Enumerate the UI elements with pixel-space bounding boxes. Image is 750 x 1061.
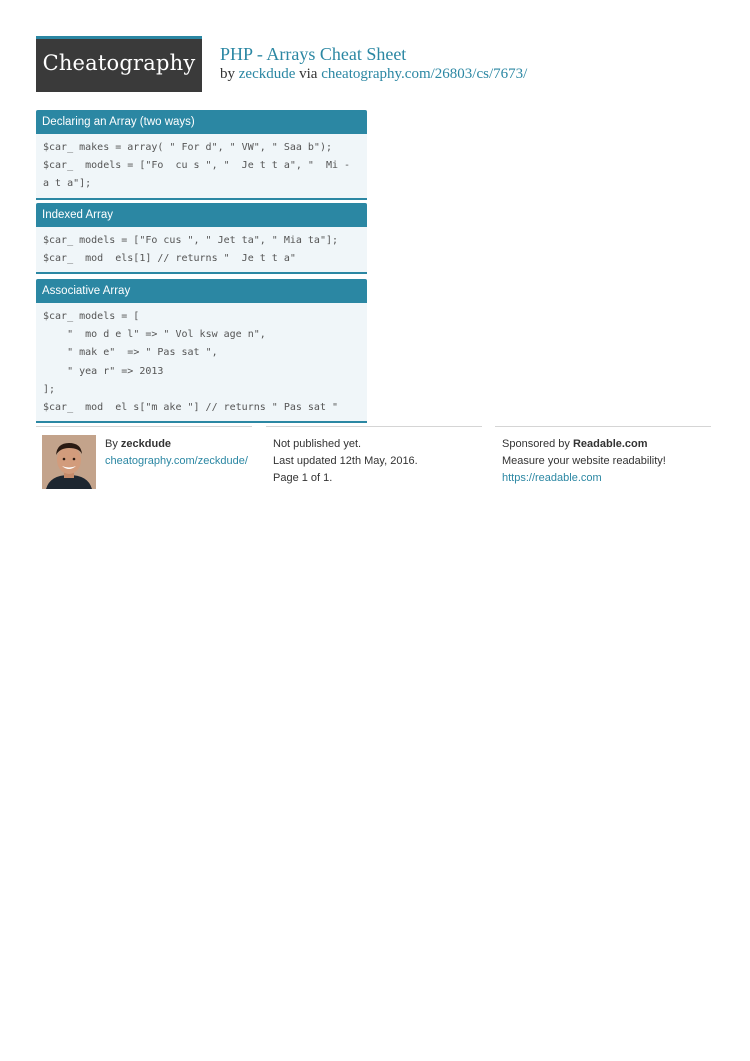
code-line: $car_ models = [ bbox=[43, 311, 140, 322]
code-line: $car_ models = ["Fo cus ", " Jet ta", " Mia ta"]; bbox=[43, 235, 339, 246]
section-title: Associative Array bbox=[36, 279, 367, 303]
sponsor-name: Readable.com bbox=[572, 438, 648, 450]
code-line: " yea r" => 2013 bbox=[43, 365, 164, 377]
author-link[interactable]: zeckdude bbox=[238, 66, 296, 82]
via-text: via bbox=[299, 66, 318, 82]
code-block bbox=[36, 303, 367, 421]
sheet-url-link[interactable]: cheatography.com/26803/cs/7673/ bbox=[321, 66, 528, 82]
sponsor-label: Sponsored by bbox=[502, 438, 570, 450]
by-label: By bbox=[105, 438, 118, 450]
last-updated: Last updated 12th May, 2016. bbox=[273, 455, 418, 467]
page-title: PHP - Arrays Cheat Sheet bbox=[220, 44, 407, 64]
footer-author bbox=[36, 426, 252, 491]
section-title: Indexed Array bbox=[36, 203, 367, 227]
page-count: Page 1 of 1. bbox=[273, 472, 333, 484]
section-declaring-array bbox=[36, 110, 367, 200]
code-block bbox=[36, 134, 367, 198]
code-block bbox=[36, 227, 367, 272]
code-line: " mo d e l" => " Vol ksw age n", bbox=[43, 329, 266, 341]
sponsor-link[interactable]: https://readable.com bbox=[502, 472, 602, 484]
code-line: $car_ mod els[1] // returns " Je t t a" bbox=[43, 253, 296, 265]
cheatography-logo[interactable] bbox=[36, 36, 202, 92]
footer-publish-info bbox=[266, 426, 482, 491]
byline bbox=[220, 66, 527, 83]
author-profile-link[interactable]: cheatography.com/zeckdude/ bbox=[105, 455, 248, 467]
logo-text: Cheatography bbox=[42, 51, 196, 75]
section-title: Declaring an Array (two ways) bbox=[36, 110, 367, 134]
code-line: a t a"]; bbox=[43, 178, 92, 190]
code-line: $car_ mod el s["m ake "] // returns " Pas sat " bbox=[43, 402, 339, 414]
footer-sponsor bbox=[495, 426, 711, 491]
sponsor-tagline: Measure your website readability! bbox=[502, 455, 666, 467]
section-associative-array bbox=[36, 279, 367, 423]
section-indexed-array bbox=[36, 203, 367, 274]
by-prefix: by bbox=[220, 66, 235, 82]
author-avatar[interactable] bbox=[42, 435, 96, 489]
code-line: $car_ models = ["Fo cu s ", " Je t t a", " Mi - bbox=[43, 160, 351, 172]
code-line: ]; bbox=[43, 383, 56, 395]
code-line: $car_ makes = array( " For d", " VW", " Saa b"); bbox=[43, 142, 332, 153]
publish-status: Not published yet. bbox=[273, 438, 362, 450]
footer-author-name: zeckdude bbox=[120, 438, 172, 450]
code-line: " mak e" => " Pas sat ", bbox=[43, 347, 218, 359]
